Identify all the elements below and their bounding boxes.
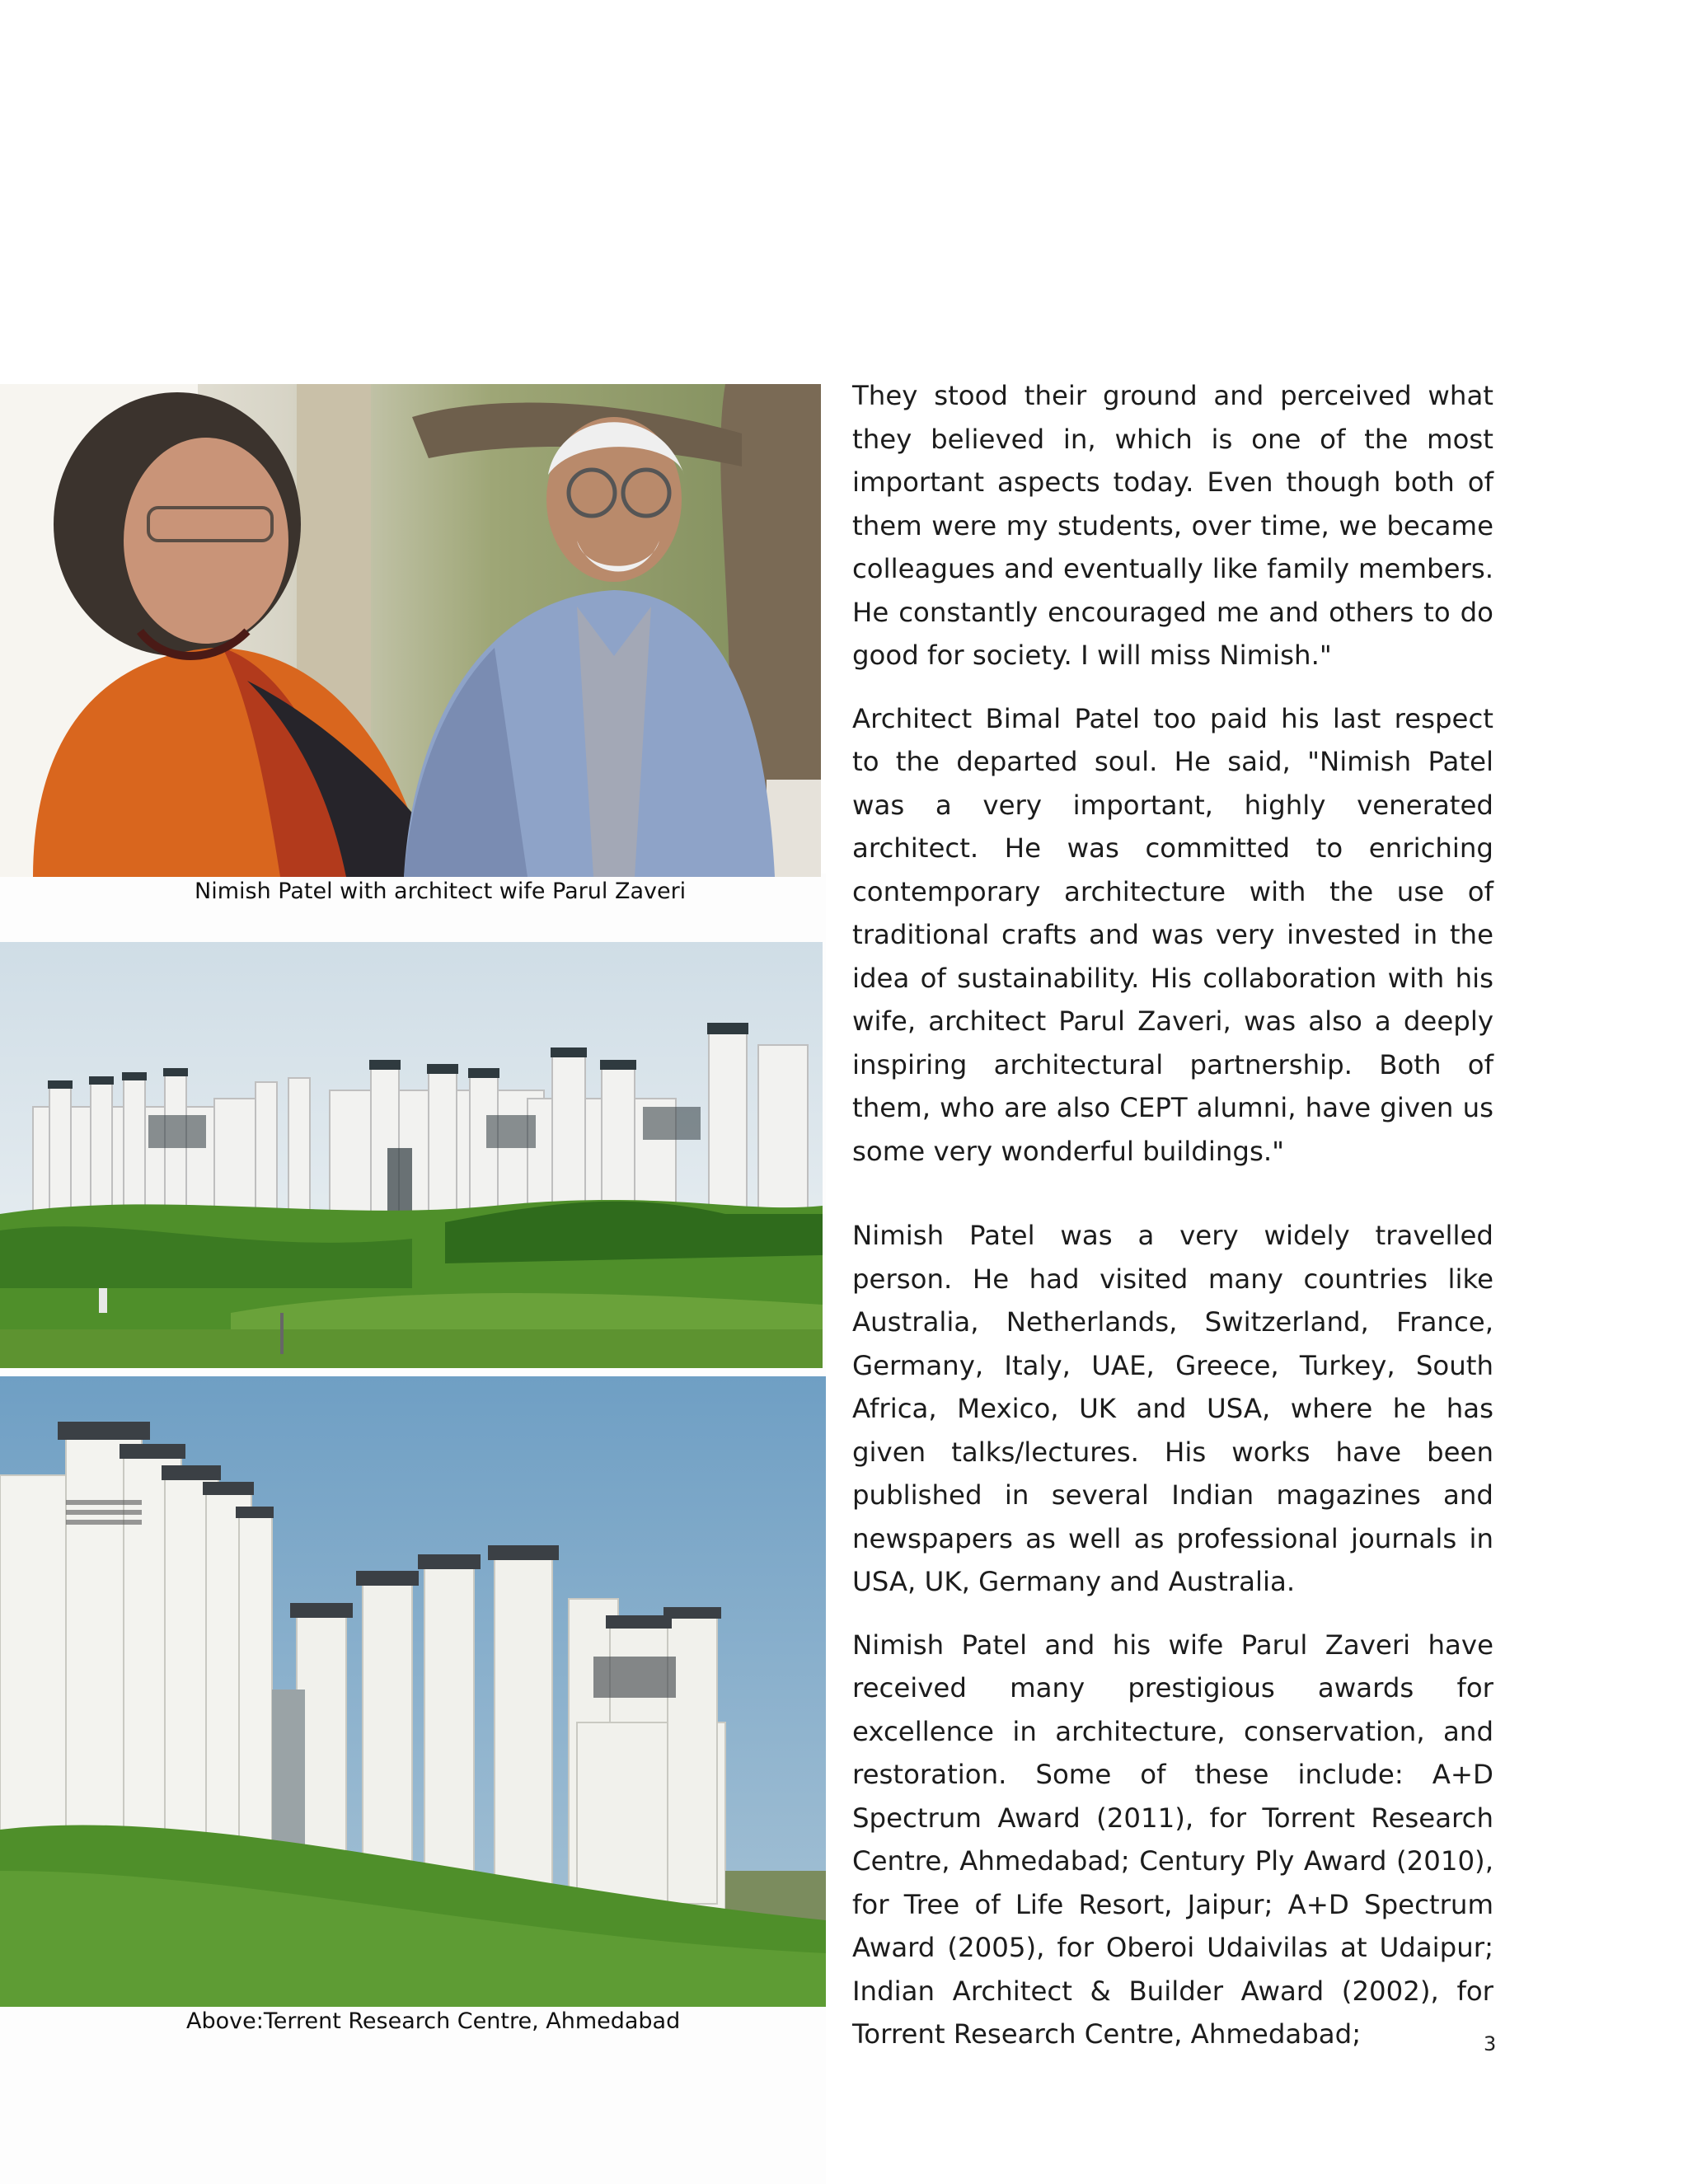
couple-photo-illustration <box>0 384 821 877</box>
paragraph-tribute-quote: They stood their ground and perceived what they believed in, which is one of the most important aspects today. Even though both of them were my students, over time, we became colleagues and eventually like family members. He constantly encouraged me and others to do good for society. I will miss Nimish." <box>852 380 1493 671</box>
torrent-photo-wide <box>0 942 823 1368</box>
couple-photo-caption: Nimish Patel with architect wife Parul Zaveri <box>195 879 687 904</box>
paragraph-travels: Nimish Patel was a very widely travelled person. He had visited many countries like Australia, Netherlands, Switzerland, France, Germany, Italy, UAE, Greece, Turkey, South Africa, Mexico, UK and USA, where he has given talks/lectures. His works have been published in several Indian magazines and newspapers as well as professional journals in USA, UK, Germany and Australia. <box>852 1220 1493 1597</box>
page-number: 3 <box>1484 2032 1497 2055</box>
body-text-column <box>852 374 1493 2056</box>
torrent-photo-wide-illustration <box>0 942 823 1368</box>
torrent-photo-towers-illustration <box>0 1376 826 2007</box>
paragraph-bimal-patel: Architect Bimal Patel too paid his last respect to the departed soul. He said, "Nimish Patel was a very important, highly venerated architect. He was committed to enriching contemporary architecture with the use of traditional crafts and was very invested in the idea of sustainability. His collaboration with his wife, architect Parul Zaveri, was also a deeply inspiring architectural partnership. Both of them, who are also CEPT alumni, have given us some very wonderful buildings." <box>852 702 1493 1167</box>
torrent-photo-caption: Above:Terrent Research Centre, Ahmedabad <box>186 2008 681 2034</box>
couple-photo <box>0 384 821 877</box>
paragraph-awards: Nimish Patel and his wife Parul Zaveri have received many prestigious awards for excellence in architecture, conservation, and restoration. Some of these include: A+D Spectrum Award (2011), for Torrent Research Centre, Ahmedabad; Century Ply Award (2010), for Tree of Life Resort, Jaipur; A+D Spectrum Award (2005), for Oberoi Udaivilas at Udaipur; Indian Architect & Builder Award (2002), for Torrent Research Centre, Ahmedabad; <box>852 1629 1493 2050</box>
torrent-photo-towers <box>0 1376 826 2007</box>
